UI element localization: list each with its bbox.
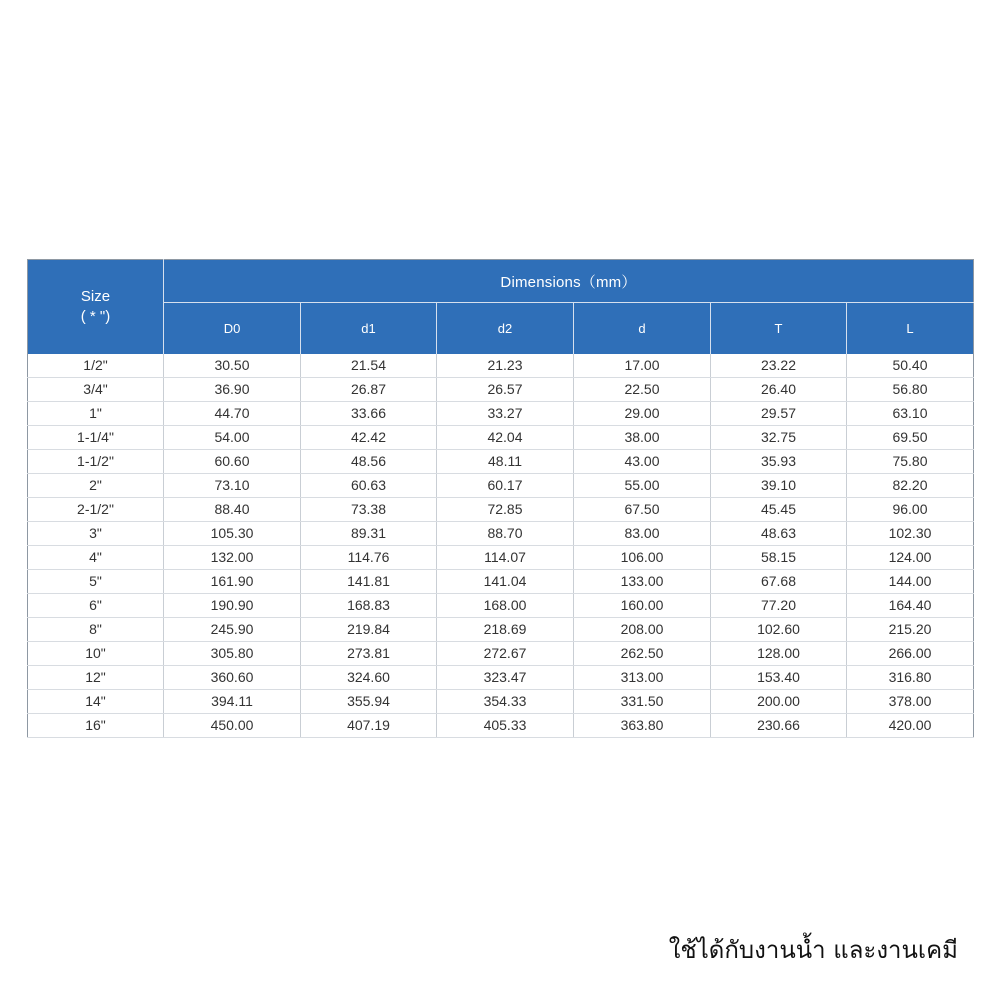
size-cell: 12" bbox=[28, 666, 164, 690]
t-cell: 77.20 bbox=[711, 594, 847, 618]
d1-cell: 114.76 bbox=[301, 546, 437, 570]
d-cell: 22.50 bbox=[574, 378, 711, 402]
l-cell: 63.10 bbox=[847, 402, 974, 426]
dimensions-table-container bbox=[27, 259, 973, 738]
l-cell: 215.20 bbox=[847, 618, 974, 642]
table-row bbox=[28, 570, 974, 594]
d1-cell: 26.87 bbox=[301, 378, 437, 402]
d0-cell: 450.00 bbox=[164, 714, 301, 738]
d0-cell: 60.60 bbox=[164, 450, 301, 474]
d-cell: 29.00 bbox=[574, 402, 711, 426]
table-row bbox=[28, 474, 974, 498]
d2-cell: 405.33 bbox=[437, 714, 574, 738]
d-cell: 331.50 bbox=[574, 690, 711, 714]
d-cell: 262.50 bbox=[574, 642, 711, 666]
d0-cell: 245.90 bbox=[164, 618, 301, 642]
d1-cell: 219.84 bbox=[301, 618, 437, 642]
d0-cell: 360.60 bbox=[164, 666, 301, 690]
l-cell: 124.00 bbox=[847, 546, 974, 570]
d-cell: 55.00 bbox=[574, 474, 711, 498]
t-cell: 67.68 bbox=[711, 570, 847, 594]
t-cell: 39.10 bbox=[711, 474, 847, 498]
d0-cell: 30.50 bbox=[164, 354, 301, 378]
d0-cell: 54.00 bbox=[164, 426, 301, 450]
table-row bbox=[28, 426, 974, 450]
l-cell: 96.00 bbox=[847, 498, 974, 522]
d2-cell: 323.47 bbox=[437, 666, 574, 690]
d1-cell: 42.42 bbox=[301, 426, 437, 450]
column-header-l: L bbox=[847, 303, 974, 355]
table-row bbox=[28, 714, 974, 738]
l-cell: 50.40 bbox=[847, 354, 974, 378]
d1-cell: 355.94 bbox=[301, 690, 437, 714]
d1-cell: 273.81 bbox=[301, 642, 437, 666]
l-cell: 75.80 bbox=[847, 450, 974, 474]
d2-cell: 141.04 bbox=[437, 570, 574, 594]
d2-cell: 60.17 bbox=[437, 474, 574, 498]
d2-cell: 72.85 bbox=[437, 498, 574, 522]
d0-cell: 36.90 bbox=[164, 378, 301, 402]
d2-cell: 272.67 bbox=[437, 642, 574, 666]
d0-cell: 73.10 bbox=[164, 474, 301, 498]
table-row bbox=[28, 618, 974, 642]
d1-cell: 21.54 bbox=[301, 354, 437, 378]
t-cell: 35.93 bbox=[711, 450, 847, 474]
d1-cell: 168.83 bbox=[301, 594, 437, 618]
size-cell: 1-1/4" bbox=[28, 426, 164, 450]
table-row bbox=[28, 522, 974, 546]
size-unit-label: ( * ") bbox=[80, 308, 111, 325]
l-cell: 69.50 bbox=[847, 426, 974, 450]
table-row bbox=[28, 402, 974, 426]
d-cell: 17.00 bbox=[574, 354, 711, 378]
table-row bbox=[28, 450, 974, 474]
column-header-d: d bbox=[574, 303, 711, 355]
t-cell: 29.57 bbox=[711, 402, 847, 426]
table-row bbox=[28, 642, 974, 666]
d2-cell: 114.07 bbox=[437, 546, 574, 570]
size-cell: 5" bbox=[28, 570, 164, 594]
d-cell: 363.80 bbox=[574, 714, 711, 738]
d1-cell: 48.56 bbox=[301, 450, 437, 474]
d0-cell: 132.00 bbox=[164, 546, 301, 570]
d2-cell: 218.69 bbox=[437, 618, 574, 642]
d1-cell: 324.60 bbox=[301, 666, 437, 690]
t-cell: 200.00 bbox=[711, 690, 847, 714]
header-row-columns bbox=[28, 303, 974, 355]
t-cell: 45.45 bbox=[711, 498, 847, 522]
l-cell: 144.00 bbox=[847, 570, 974, 594]
size-cell: 3" bbox=[28, 522, 164, 546]
header-row-top bbox=[28, 260, 974, 303]
l-cell: 164.40 bbox=[847, 594, 974, 618]
column-header-d1: d1 bbox=[301, 303, 437, 355]
d1-cell: 89.31 bbox=[301, 522, 437, 546]
d-cell: 208.00 bbox=[574, 618, 711, 642]
size-cell: 16" bbox=[28, 714, 164, 738]
table-row bbox=[28, 498, 974, 522]
d-cell: 67.50 bbox=[574, 498, 711, 522]
d2-cell: 48.11 bbox=[437, 450, 574, 474]
d0-cell: 44.70 bbox=[164, 402, 301, 426]
d-cell: 38.00 bbox=[574, 426, 711, 450]
dimensions-table bbox=[27, 259, 974, 738]
d2-cell: 26.57 bbox=[437, 378, 574, 402]
table-row bbox=[28, 354, 974, 378]
d2-cell: 21.23 bbox=[437, 354, 574, 378]
d1-cell: 141.81 bbox=[301, 570, 437, 594]
l-cell: 82.20 bbox=[847, 474, 974, 498]
d0-cell: 161.90 bbox=[164, 570, 301, 594]
d-cell: 43.00 bbox=[574, 450, 711, 474]
column-header-t: T bbox=[711, 303, 847, 355]
t-cell: 230.66 bbox=[711, 714, 847, 738]
d-cell: 133.00 bbox=[574, 570, 711, 594]
table-row bbox=[28, 378, 974, 402]
size-cell: 1" bbox=[28, 402, 164, 426]
t-cell: 128.00 bbox=[711, 642, 847, 666]
t-cell: 23.22 bbox=[711, 354, 847, 378]
dimensions-group-header: Dimensions（mm） bbox=[164, 260, 974, 303]
d-cell: 83.00 bbox=[574, 522, 711, 546]
d1-cell: 407.19 bbox=[301, 714, 437, 738]
d-cell: 106.00 bbox=[574, 546, 711, 570]
size-cell: 2-1/2" bbox=[28, 498, 164, 522]
size-cell: 14" bbox=[28, 690, 164, 714]
d2-cell: 354.33 bbox=[437, 690, 574, 714]
column-header-d2: d2 bbox=[437, 303, 574, 355]
d2-cell: 88.70 bbox=[437, 522, 574, 546]
d0-cell: 394.11 bbox=[164, 690, 301, 714]
t-cell: 48.63 bbox=[711, 522, 847, 546]
l-cell: 420.00 bbox=[847, 714, 974, 738]
size-cell: 10" bbox=[28, 642, 164, 666]
size-cell: 4" bbox=[28, 546, 164, 570]
table-row bbox=[28, 546, 974, 570]
d-cell: 313.00 bbox=[574, 666, 711, 690]
t-cell: 102.60 bbox=[711, 618, 847, 642]
size-cell: 6" bbox=[28, 594, 164, 618]
t-cell: 58.15 bbox=[711, 546, 847, 570]
column-header-d0: D0 bbox=[164, 303, 301, 355]
t-cell: 26.40 bbox=[711, 378, 847, 402]
d2-cell: 42.04 bbox=[437, 426, 574, 450]
l-cell: 56.80 bbox=[847, 378, 974, 402]
size-cell: 3/4" bbox=[28, 378, 164, 402]
d1-cell: 33.66 bbox=[301, 402, 437, 426]
table-row bbox=[28, 666, 974, 690]
l-cell: 102.30 bbox=[847, 522, 974, 546]
size-cell: 8" bbox=[28, 618, 164, 642]
size-label: Size bbox=[80, 288, 111, 305]
l-cell: 266.00 bbox=[847, 642, 974, 666]
table-body bbox=[28, 354, 974, 738]
d1-cell: 73.38 bbox=[301, 498, 437, 522]
d2-cell: 33.27 bbox=[437, 402, 574, 426]
table-row bbox=[28, 594, 974, 618]
l-cell: 378.00 bbox=[847, 690, 974, 714]
t-cell: 153.40 bbox=[711, 666, 847, 690]
t-cell: 32.75 bbox=[711, 426, 847, 450]
size-cell: 2" bbox=[28, 474, 164, 498]
size-cell: 1/2" bbox=[28, 354, 164, 378]
d0-cell: 105.30 bbox=[164, 522, 301, 546]
size-cell: 1-1/2" bbox=[28, 450, 164, 474]
size-column-header bbox=[28, 260, 164, 355]
d1-cell: 60.63 bbox=[301, 474, 437, 498]
d-cell: 160.00 bbox=[574, 594, 711, 618]
d2-cell: 168.00 bbox=[437, 594, 574, 618]
d0-cell: 190.90 bbox=[164, 594, 301, 618]
d0-cell: 305.80 bbox=[164, 642, 301, 666]
d0-cell: 88.40 bbox=[164, 498, 301, 522]
table-header bbox=[28, 260, 974, 355]
table-row bbox=[28, 690, 974, 714]
l-cell: 316.80 bbox=[847, 666, 974, 690]
usage-note: ใช้ได้กับงานน้ำ และงานเคมี bbox=[668, 936, 958, 964]
